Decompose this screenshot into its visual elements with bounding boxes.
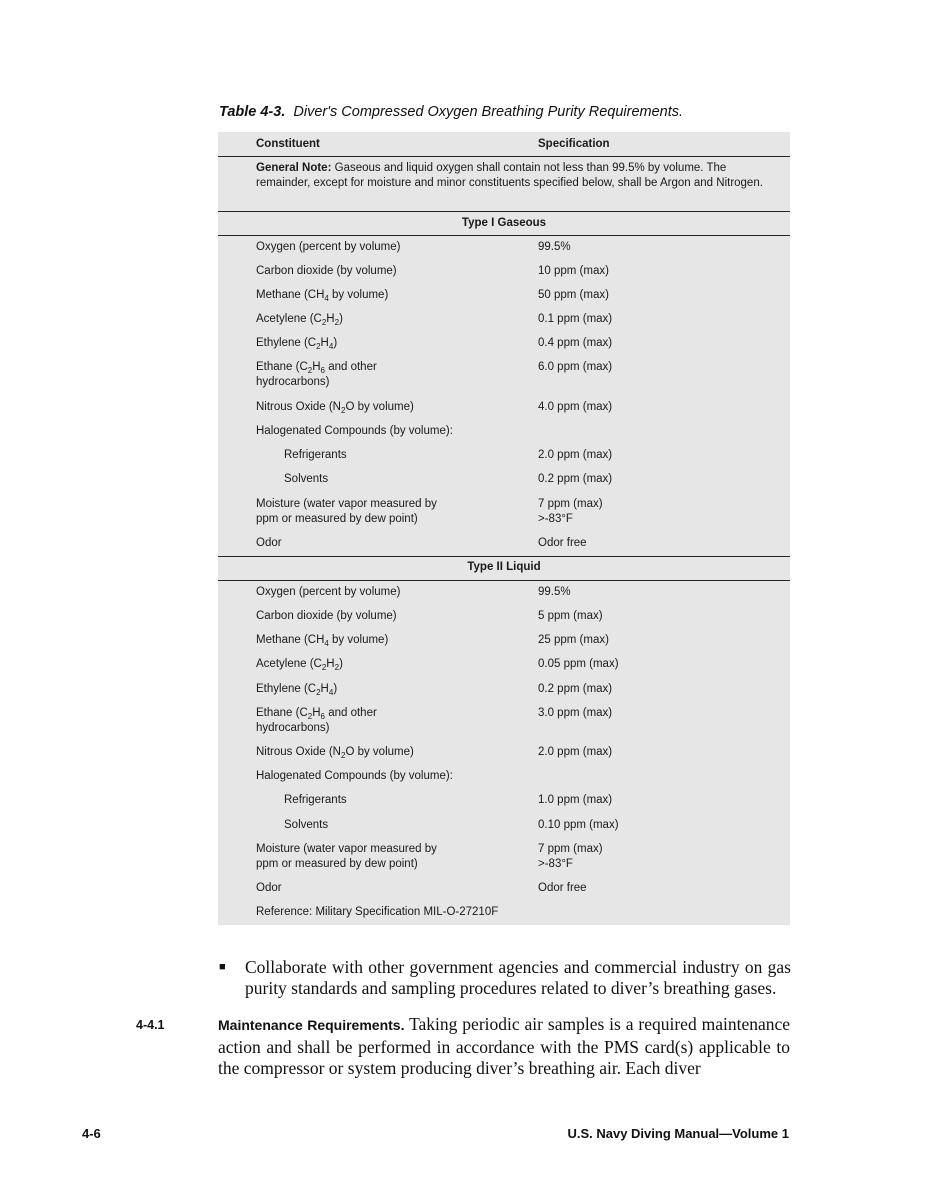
- t2-methane: Methane ($CH_4$ by volume): [256, 634, 389, 648]
- t1-co2: Carbon dioxide (by volume): [256, 265, 397, 277]
- t2-ethylene: Ethylene $(C_2H_4)$: [256, 683, 338, 697]
- t1-solvents: Solvents: [284, 473, 329, 485]
- general-note: [256, 161, 766, 191]
- t1-moisture: Moisture (water vapor measured by ppm or measured by dew point): [256, 498, 437, 525]
- t2-solvents: Solvents: [284, 819, 329, 831]
- rule: [218, 211, 790, 212]
- t2-moisture: Moisture (water vapor measured by ppm or measured by dew point): [256, 843, 437, 870]
- header-constituent: Constituent: [256, 138, 320, 150]
- general-note-text: Gaseous and liquid oxygen shall contain not less than 99.5% by volume. The remainder, except for moisture and minor constituents specified below, shall be Argon and Nitrogen.: [256, 162, 763, 189]
- t1-acetylene: Acetylene $(C_2H_2)$: [256, 313, 343, 327]
- rule: [218, 556, 790, 557]
- t1-nitrous-spec: 4.0 ppm (max): [538, 401, 613, 413]
- t2-co2: Carbon dioxide (by volume): [256, 610, 397, 622]
- t1-ethane-spec: 6.0 ppm (max): [538, 361, 613, 373]
- section-number: 4-4.1: [136, 1018, 165, 1032]
- t1-ethylene-spec: 0.4 ppm (max): [538, 337, 613, 349]
- t1-co2-spec: 10 ppm (max): [538, 265, 609, 277]
- t1-odor: Odor: [256, 537, 282, 549]
- page-number: 4-6: [82, 1126, 101, 1141]
- t1-halogenated: Halogenated Compounds (by volume):: [256, 425, 453, 437]
- t2-odor-spec: Odor free: [538, 882, 587, 894]
- t1-moisture-spec: 7 ppm (max) >-83°F: [538, 498, 603, 525]
- section-type2-liquid: Type II Liquid: [467, 561, 541, 573]
- bullet-square-icon: ■: [219, 961, 226, 973]
- t2-odor: Odor: [256, 882, 282, 894]
- section-body: Taking periodic air samples is a required maintenance action and shall be performed in accordance with the PMS card(s) applicable to the compressor or system producing diver’s breathing air. Each diver: [218, 1014, 791, 1078]
- t2-ethylene-spec: 0.2 ppm (max): [538, 683, 613, 695]
- t2-nitrous-spec: 2.0 ppm (max): [538, 746, 613, 758]
- rule: [218, 235, 790, 236]
- rule: [218, 580, 790, 581]
- rule: [218, 156, 790, 157]
- bullet-paragraph: Collaborate with other government agencies and commercial industry on gas purity standards and sampling procedures related to diver’s breathing gases.: [245, 957, 791, 998]
- t1-oxygen: Oxygen (percent by volume): [256, 241, 401, 253]
- t2-refrigerants: Refrigerants: [284, 794, 347, 806]
- t1-methane-spec: 50 ppm (max): [538, 289, 609, 301]
- general-note-label: General Note:: [256, 162, 332, 174]
- t2-nitrous: Nitrous Oxide ($N_2O$ by volume): [256, 746, 414, 760]
- running-footer-title: U.S. Navy Diving Manual—Volume 1: [567, 1126, 789, 1141]
- t1-refrigerants-spec: 2.0 ppm (max): [538, 449, 613, 461]
- t2-ethane: Ethane ($C_2H_6$ and other hydrocarbons): [256, 707, 377, 734]
- t2-oxygen: Oxygen (percent by volume): [256, 586, 401, 598]
- table-title: Diver's Compressed Oxygen Breathing Purity Requirements.: [293, 104, 684, 120]
- table-caption: [219, 104, 683, 120]
- purity-table: [218, 132, 790, 925]
- t1-solvents-spec: 0.2 ppm (max): [538, 473, 613, 485]
- t2-ethane-spec: 3.0 ppm (max): [538, 707, 613, 719]
- t2-co2-spec: 5 ppm (max): [538, 610, 603, 622]
- section-type1-gaseous: Type I Gaseous: [461, 217, 547, 229]
- t1-nitrous: Nitrous Oxide ($N_2O$ by volume): [256, 401, 414, 415]
- section-title: Maintenance Requirements.: [218, 1017, 405, 1033]
- t1-odor-spec: Odor free: [538, 537, 587, 549]
- t1-oxygen-spec: 99.5%: [538, 241, 571, 253]
- t2-moisture-spec: 7 ppm (max) >-83°F: [538, 843, 603, 870]
- t2-halogenated: Halogenated Compounds (by volume):: [256, 770, 453, 782]
- t2-solvents-spec: 0.10 ppm (max): [538, 819, 619, 831]
- t1-refrigerants: Refrigerants: [284, 449, 347, 461]
- t2-refrigerants-spec: 1.0 ppm (max): [538, 794, 613, 806]
- t2-methane-spec: 25 ppm (max): [538, 634, 609, 646]
- table-number: Table 4-3.: [219, 104, 286, 120]
- t2-acetylene: Acetylene $(C_2H_2)$: [256, 658, 343, 672]
- t1-ethane: Ethane ($C_2H_6$ and other hydrocarbons): [256, 361, 377, 388]
- t2-acetylene-spec: 0.05 ppm (max): [538, 658, 619, 670]
- header-specification: Specification: [538, 138, 610, 150]
- section-paragraph: [218, 1014, 790, 1080]
- t1-ethylene: Ethylene $(C_2H_4)$: [256, 337, 338, 351]
- t1-acetylene-spec: 0.1 ppm (max): [538, 313, 613, 325]
- t2-oxygen-spec: 99.5%: [538, 586, 571, 598]
- t1-methane: Methane ($CH_4$ by volume): [256, 289, 389, 303]
- table-reference: Reference: Military Specification MIL-O-27210F: [256, 906, 499, 918]
